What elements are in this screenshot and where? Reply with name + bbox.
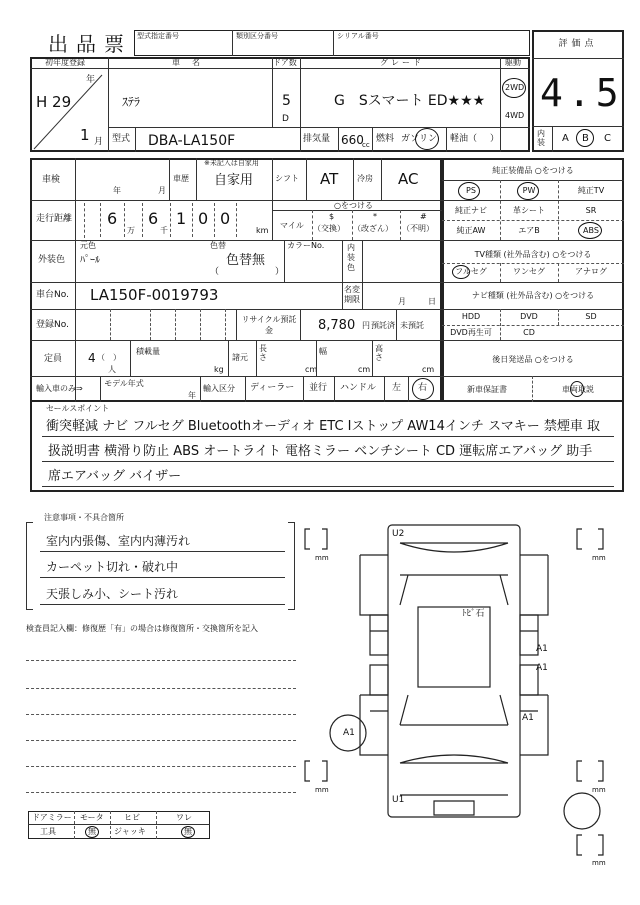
tv-analog: アナログ (575, 267, 607, 276)
mileage-opt1: $ (329, 212, 335, 221)
chassis-label: 車台No. (36, 290, 69, 300)
handle-label: ハンドル (340, 383, 377, 393)
mark-u1: U1 (392, 795, 405, 805)
jack-circle (181, 826, 195, 838)
notes-label: 注意事項・不具合箇所 (44, 513, 124, 522)
note-line-3: 天張しみ小、シート汚れ (46, 587, 179, 601)
mm-label-5: mm (592, 859, 606, 867)
length-unit: cm (305, 365, 318, 374)
serial-label: シリアル番号 (337, 32, 379, 40)
shift-label: シフト (275, 174, 299, 183)
nav-sd: SD (585, 312, 597, 321)
name-change-day: 日 (428, 297, 436, 306)
mileage-attach: ○をつける (334, 201, 373, 210)
eval-score: 4.5 (540, 71, 624, 115)
mileage-digit-4: 0 (198, 209, 209, 228)
capacity-value: 4 (88, 351, 96, 365)
eval-label: 評価点 (558, 39, 598, 49)
grade-label: グレード (380, 58, 424, 67)
import-dealer: ディーラー (250, 383, 295, 393)
recycle-done: 預託済 (371, 321, 395, 330)
mileage-unit-km: km (256, 226, 269, 235)
fuel-circle (415, 128, 439, 150)
car-name-label: 車 名 (172, 58, 202, 67)
load-unit: kg (214, 365, 224, 374)
ac-label: 冷房 (357, 174, 373, 183)
jack-label: ジャッキ (114, 827, 146, 836)
import-parallel: 並行 (309, 383, 328, 393)
model-year-unit: 年 (188, 391, 196, 400)
mark-u2: U2 (392, 529, 405, 539)
capacity-unit: 人 (108, 365, 116, 374)
interior-grade-b: B (582, 133, 589, 144)
equip-pw-circle (517, 182, 539, 200)
inspection-year-unit: 年 (113, 186, 121, 195)
mm-label-2: mm (592, 554, 606, 562)
repaint-paren-open: （ (210, 267, 220, 277)
grade-value: G Sスマート ED★★★ (334, 93, 486, 109)
recycle-not: 未預託 (400, 321, 424, 330)
fuel-label: 燃料 (376, 134, 395, 144)
inspector-label: 検査員記入欄：修復歴「有」の場合は修復箇所・交換箇所を記入 (26, 624, 258, 633)
recycle-value: 8,780 (318, 318, 356, 333)
history-note: ※未記入は自家用 (204, 159, 259, 167)
equip-airbag: エアB (518, 226, 540, 235)
mark-tobiishi: ﾄﾋﾞ石 (462, 609, 485, 619)
equip-ps-circle (458, 182, 480, 200)
interior-color-label: 内装色 (347, 243, 355, 272)
equip-abs-circle (578, 222, 602, 239)
doors-label: ドア数 (273, 58, 297, 67)
mileage-digit-2: 6 (148, 209, 159, 228)
repaint-value: 色替無 (226, 253, 266, 268)
mark-a1-2: A1 (536, 663, 548, 673)
drive-4wd: 4WD (505, 111, 525, 120)
fuel-diesel: 軽油（ (450, 134, 478, 144)
mileage-opt2: * (373, 212, 377, 221)
door-count: 5 (282, 93, 291, 109)
nav-title: ナビ種類 (社外品含む) ○をつける (471, 291, 595, 300)
tv-fullseg: フルセグ (455, 267, 487, 276)
mm-label-4: mm (592, 786, 606, 794)
month-unit: 月 (94, 137, 104, 147)
door-type: D (282, 114, 289, 124)
width-unit: cm (358, 365, 371, 374)
displacement-value: 660 (341, 133, 364, 147)
interior-grade-b-circle (576, 129, 594, 147)
mileage-opt3b: （不明） (402, 224, 434, 233)
mm-label-3: mm (315, 786, 329, 794)
category-label: 類別区分番号 (236, 32, 278, 40)
mileage-unit-man: 万 (127, 226, 135, 235)
load-label: 積載量 (136, 347, 160, 356)
ac-value: AC (398, 170, 419, 188)
first-reg-era: H 29 (36, 93, 72, 111)
import-label: 輸入車のみ⇒ (36, 384, 83, 393)
displacement-label: 排気量 (303, 134, 331, 144)
color-label: 外装色 (38, 255, 66, 265)
cd-label: CD (523, 328, 535, 337)
crack-label: ヒビ (124, 813, 140, 822)
handle-right-circle (412, 378, 434, 400)
note-line-2: カーペット切れ・破れ中 (46, 560, 179, 574)
mileage-label: 走行距離 (36, 214, 73, 224)
model-year-label: モデル年式 (104, 379, 144, 388)
mm-label-1: mm (315, 554, 329, 562)
tools-label: 工具 (40, 827, 56, 836)
tools-circle (85, 826, 99, 838)
mark-a1-4: A1 (343, 728, 355, 738)
capacity-label: 定員 (44, 354, 63, 364)
model-value: DBA-LA150F (148, 133, 236, 149)
dims-label: 諸元 (232, 353, 248, 362)
drive-2wd: 2WD (505, 83, 525, 92)
chassis-value: LA150F-0019793 (90, 286, 219, 304)
mileage-mile: マイル (280, 221, 304, 230)
interior-label: 内装 (537, 129, 545, 147)
later-warranty: 新車保証書 (467, 385, 507, 394)
drive-label: 駆動 (505, 58, 521, 67)
height-label: 高さ (375, 344, 383, 362)
equip-pw: PW (522, 186, 536, 195)
name-change-month: 月 (398, 297, 406, 306)
capacity-paren: （ ） (97, 353, 121, 362)
interior-grade-c: C (604, 133, 611, 144)
mileage-digit-3: 1 (176, 209, 187, 228)
history-value: 自家用 (214, 173, 254, 188)
color-no-label: カラーNo. (287, 241, 325, 250)
mirror-label: ドアミラー (32, 813, 72, 822)
width-label: 幅 (319, 347, 327, 356)
nav-hdd: HDD (461, 312, 481, 321)
sales-point-line-2: 扱説明書 横滑り防止 ABS オートライト 電格ミラー ベンチシート CD 運転席エアバッグ 助手 (48, 444, 593, 459)
equip-abs: ABS (583, 226, 599, 235)
recycle-unit: 円 (362, 321, 370, 330)
sheet-title: 出品票 (48, 32, 132, 56)
import-type-label: 輸入区分 (203, 384, 235, 393)
equip-aw: 純正AW (456, 226, 486, 235)
history-label: 車歴 (173, 174, 189, 183)
mark-a1-3: A1 (522, 713, 534, 723)
mileage-opt3: # (420, 212, 427, 221)
repaint-label: 色替 (210, 241, 226, 250)
fuel-gasoline: ガソリン (401, 134, 438, 144)
note-line-1: 室内内張傷、室内内薄汚れ (46, 534, 191, 548)
name-change-label: 名変期限 (344, 285, 360, 304)
equip-leather: 革シート (513, 206, 545, 215)
original-color: ﾊﾟｰﾙ (80, 255, 100, 266)
tv-oneseg: ワンセグ (513, 267, 545, 276)
break-label: ワレ (176, 813, 192, 822)
shift-value: AT (320, 170, 339, 188)
later-manual: 車両取説 (562, 385, 594, 394)
tools-value: 無 (88, 827, 96, 836)
fuel-diesel-close: ） (490, 134, 500, 144)
repaint-paren-close: ） (275, 267, 285, 277)
year-unit: 年 (86, 75, 96, 85)
model-code-label: 型式指定番号 (137, 32, 179, 40)
sales-point-line-1: 衝突軽減 ナビ フルセグ Bluetoothオーディオ ETC Iストップ AW14インチ スマキー 禁煙車 取 (46, 419, 600, 434)
mileage-unit-sen: 千 (160, 226, 168, 235)
later-manual-circle (570, 381, 584, 397)
mileage-digit-1: 6 (107, 209, 118, 228)
original-color-label: 元色 (80, 241, 96, 250)
jack-value: 無 (184, 827, 192, 836)
tv-fullseg-circle (452, 265, 470, 279)
handle-left: 左 (392, 383, 402, 393)
mark-a1-1: A1 (536, 644, 548, 654)
first-reg-month: 1 (80, 126, 90, 144)
header-id-box (134, 30, 530, 56)
sales-points-label: セールスポイント (46, 404, 110, 413)
car-damage-diagram (300, 515, 630, 875)
tv-title: TV種類 (社外品含む) ○をつける (474, 250, 592, 259)
equip-tv: 純正TV (577, 186, 605, 195)
registration-label: 登録No. (36, 320, 69, 330)
equip-nav: 純正ナビ (455, 206, 487, 215)
height-unit: cm (422, 365, 435, 374)
displacement-unit: cc (362, 141, 370, 149)
mileage-opt2b: （改ざん） (353, 224, 393, 233)
first-reg-label: 初年度登録 (45, 58, 85, 67)
equip-ps: PS (466, 186, 476, 195)
interior-grade-a: A (562, 133, 569, 144)
inspection-month-unit: 月 (158, 186, 166, 195)
model-label: 型式 (112, 134, 131, 144)
sales-point-line-3: 席エアバッグ バイザー (48, 469, 182, 484)
mileage-digit-5: 0 (220, 209, 231, 228)
mirror-value: モータ (80, 813, 104, 822)
nav-dvd: DVD (520, 312, 538, 321)
equipment-title: 純正装備品 ○をつける (492, 166, 574, 175)
recycle-label: リサイクル預託金 (241, 315, 297, 335)
equip-sr: SR (585, 206, 597, 215)
drive-2wd-circle (502, 78, 526, 98)
later-title: 後日発送品 ○をつける (492, 355, 574, 364)
handle-right: 右 (418, 383, 428, 393)
car-name: ｽﾃﾗ (122, 95, 141, 109)
mileage-opt1b: （交換） (313, 224, 345, 233)
dvd-playback: DVD再生可 (450, 328, 492, 337)
length-label: 長さ (259, 344, 267, 362)
inspection-label: 車検 (42, 175, 61, 185)
